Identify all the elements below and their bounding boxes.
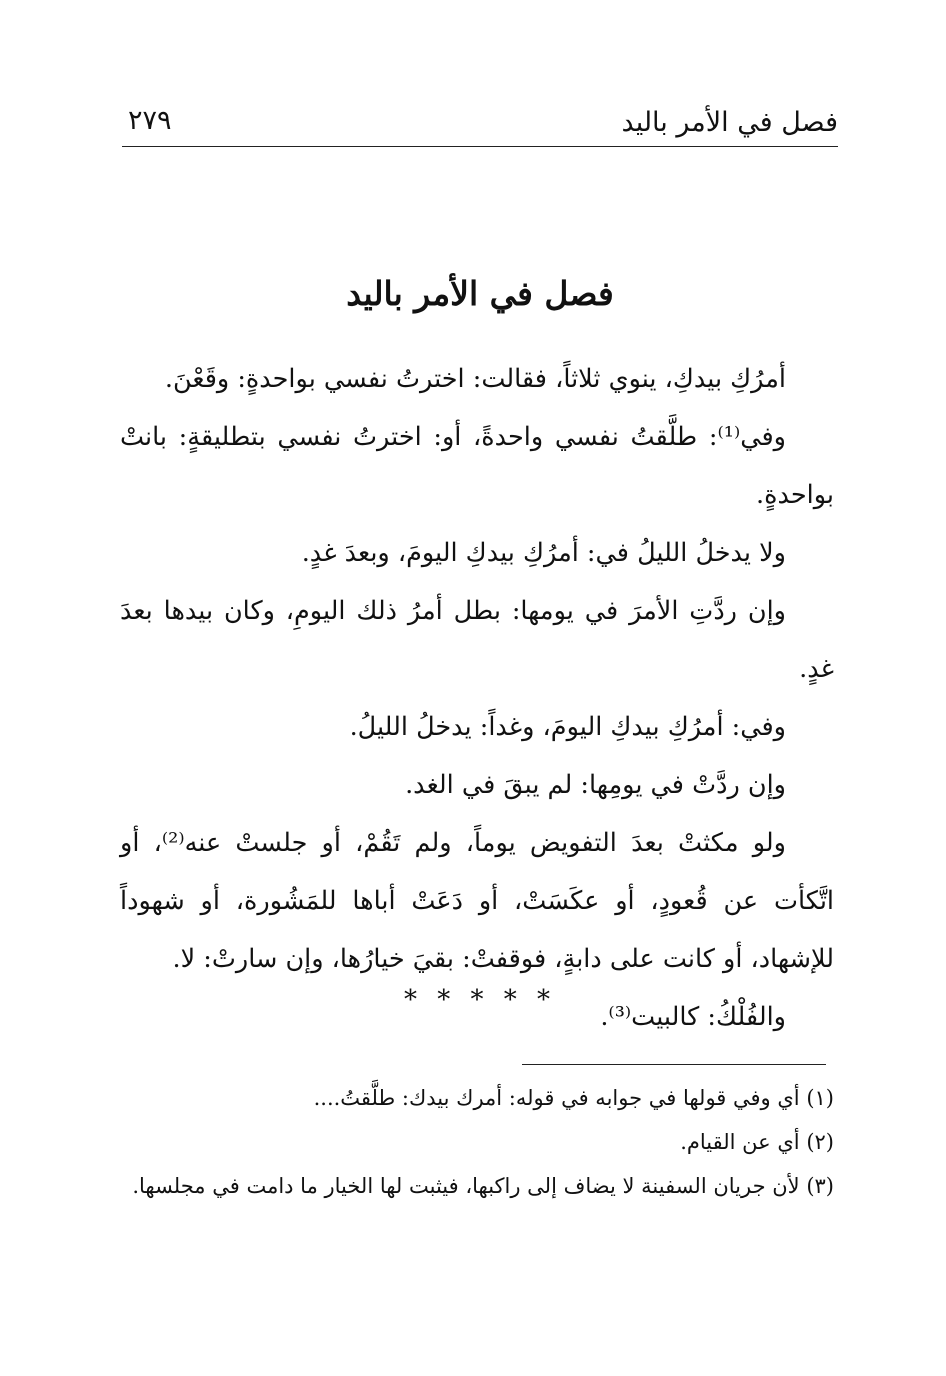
- body-text: [120, 350, 834, 1046]
- paragraph: وإن ردَّتِ الأمرَ في يومها: بطل أمرُ ذلك اليومِ، وكان بيدها بعدَ غدٍ.: [120, 596, 834, 684]
- paragraph: وفي⁽¹⁾: طلَّقتُ نفسي واحدةً، أو: اخترتُ نفسي بتطليقةٍ: بانتْ بواحدةٍ.: [120, 422, 834, 510]
- chapter-title: فصل في الأمر باليد: [346, 274, 614, 313]
- paragraph: أمرُكِ بيدكِ، ينوي ثلاثاً، فقالت: اخترتُ نفسي بواحدةٍ: وقَعْنَ.: [164, 364, 786, 394]
- footnote: (٣) لأن جريان السفينة لا يضاف إلى راكبها، فيثبت لها الخيار ما دامت في مجلسها.: [132, 1174, 834, 1198]
- footnotes: [120, 1076, 834, 1208]
- section-separator: * * * * *: [403, 985, 557, 1015]
- paragraph: ولو مكثتْ بعدَ التفويض يوماً، ولم تَقُمْ، أو جلستْ عنه⁽²⁾، أو اتَّكأت عن قُعودٍ، أو عكَسَتْ، أو دَعَتْ أباها للمَشُورة، أو شهوداً للإشهاد، أو كانت على دابةٍ، فوقفتْ: بقيَ خيارُها، وإن سارتْ: لا.: [120, 828, 834, 974]
- footnote-divider: [522, 1064, 826, 1065]
- page-number: ٢٧٩: [128, 105, 172, 136]
- paragraph: والفُلْكُ: كالبيت⁽³⁾.: [600, 1002, 786, 1032]
- running-header-title: فصل في الأمر باليد: [621, 107, 838, 138]
- paragraph: ولا يدخلُ الليلُ في: أمرُكِ بيدكِ اليومَ، وبعدَ غدٍ.: [301, 538, 786, 568]
- paragraph: وفي: أمرُكِ بيدكِ اليومَ، وغداً: يدخلُ الليلُ.: [349, 712, 786, 742]
- paragraph: وإن ردَّتْ في يومِها: لم يبقَ في الغد.: [405, 770, 786, 800]
- running-header: [122, 100, 838, 147]
- footnote: (١) أي وفي قولها في جوابه في قوله: أمرك بيدك: طلَّقتُ....: [313, 1086, 834, 1110]
- footnote: (٢) أي عن القيام.: [680, 1130, 834, 1154]
